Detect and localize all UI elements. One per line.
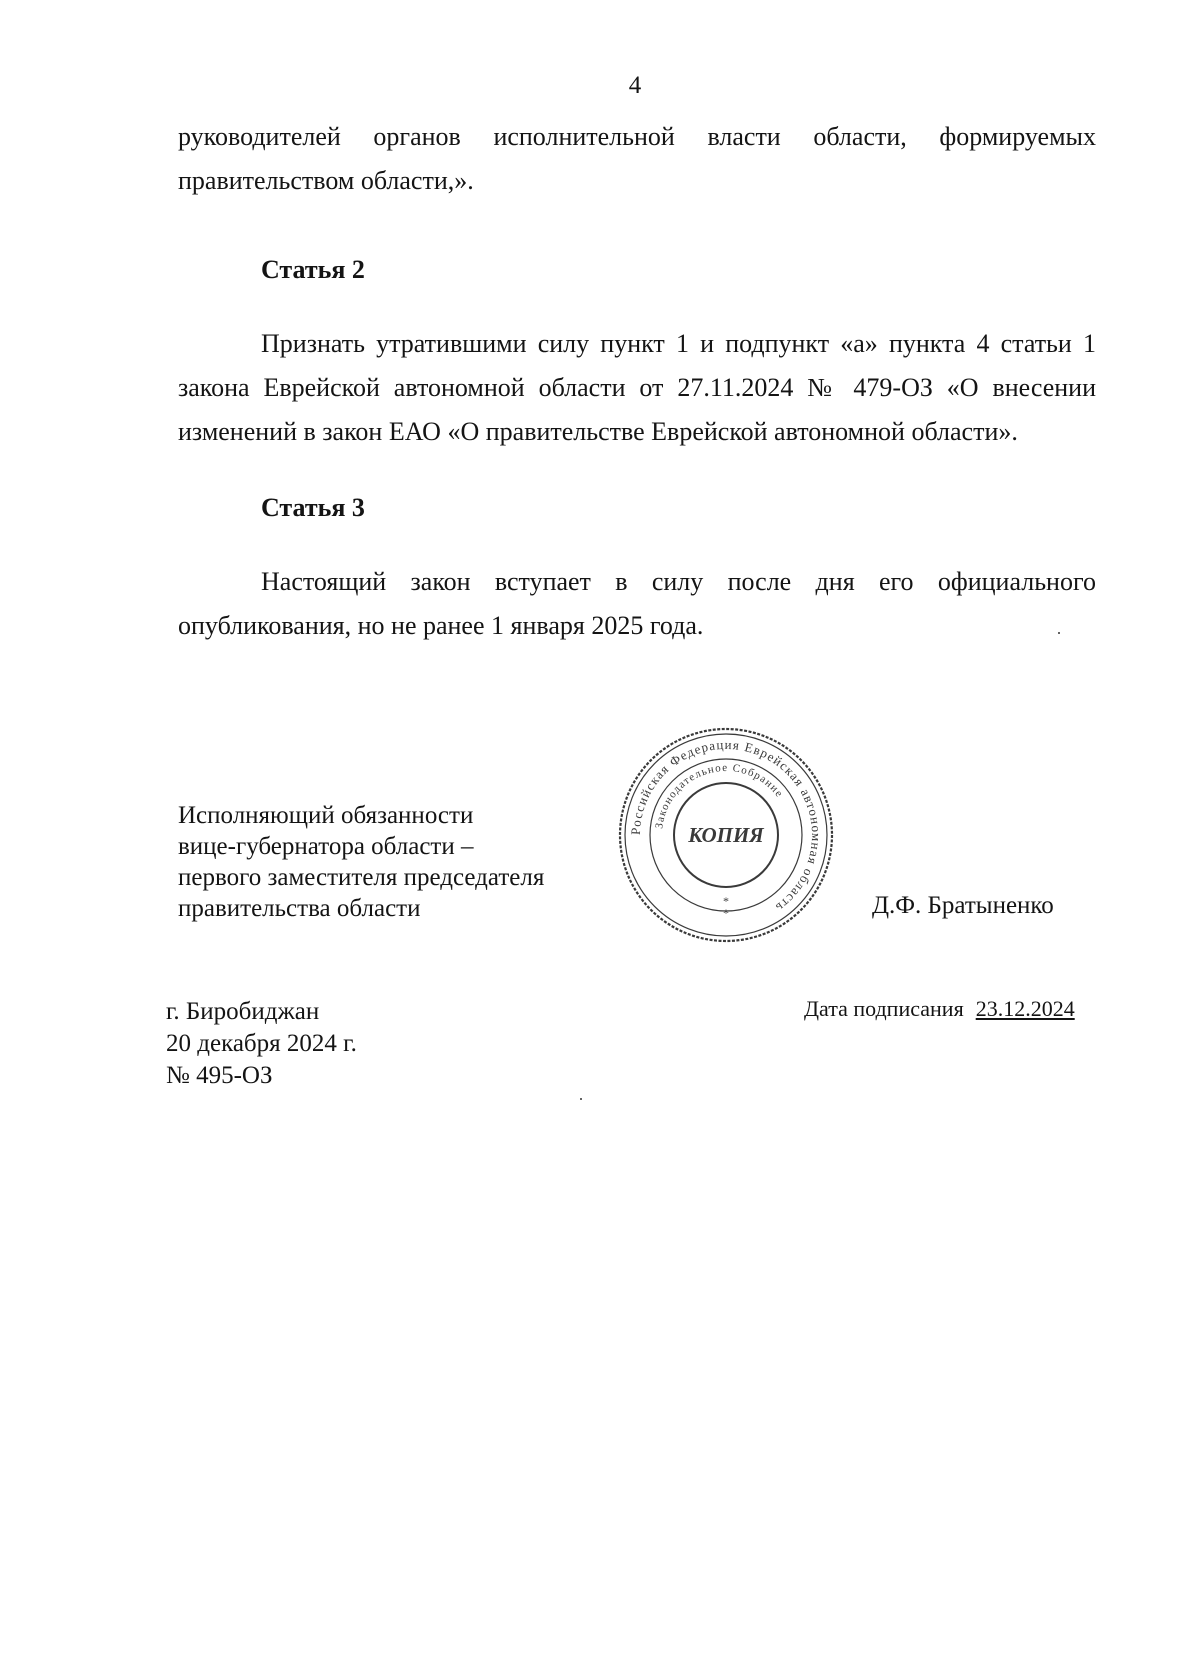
signing-date-value: 23.12.2024 xyxy=(975,996,1075,1021)
continuation-paragraph: руководителей органов исполнительной власти области, формируемых правительством области,». xyxy=(178,122,1096,195)
seal-center-text: КОПИЯ xyxy=(688,823,764,847)
svg-text:*: * xyxy=(723,906,729,920)
signatory-position-line: Исполняющий обязанности xyxy=(178,802,474,829)
scan-speck xyxy=(1058,632,1060,634)
signatory-position-line: правительства области xyxy=(178,895,421,922)
signatory-position xyxy=(178,800,544,924)
scan-speck xyxy=(580,1098,582,1100)
article-3-heading: Статья 3 xyxy=(261,493,365,522)
article-2-text: Признать утратившими силу пункт 1 и подпункт «а» пункта 4 статьи 1 закона Еврейской автономной области от 27.11.2024 № 479-ОЗ «О внесении изменений в закон ЕАО «О правительстве Еврейской автономной области». xyxy=(178,329,1096,446)
signatory-position-line: первого заместителя председателя xyxy=(178,864,545,891)
signing-date-label: Дата подписания xyxy=(804,996,964,1021)
svg-text:*: * xyxy=(723,894,729,908)
seal-graphic xyxy=(615,724,837,946)
svg-text:Законодательное Собрание: Законодательное Собрание xyxy=(653,761,786,830)
official-seal-stamp xyxy=(615,724,837,946)
signatory-name: Д.Ф. Братыненко xyxy=(872,892,1054,919)
city: г. Биробиджан xyxy=(166,998,320,1025)
signing-date xyxy=(804,996,1075,1022)
signatory-position-line: вице-губернатора области – xyxy=(178,833,474,860)
law-date: 20 декабря 2024 г. xyxy=(166,1030,357,1057)
article-3-text: Настоящий закон вступает в силу после дня его официального опубликования, но не ранее 1 января 2025 года. xyxy=(178,567,1096,640)
place-date-number xyxy=(166,996,357,1092)
law-number: № 495-ОЗ xyxy=(166,1062,273,1089)
page-number: 4 xyxy=(628,72,642,99)
article-2-heading: Статья 2 xyxy=(261,255,365,284)
svg-text:Российская Федерация Еврейская: Российская Федерация Еврейская автономная область xyxy=(627,736,825,916)
